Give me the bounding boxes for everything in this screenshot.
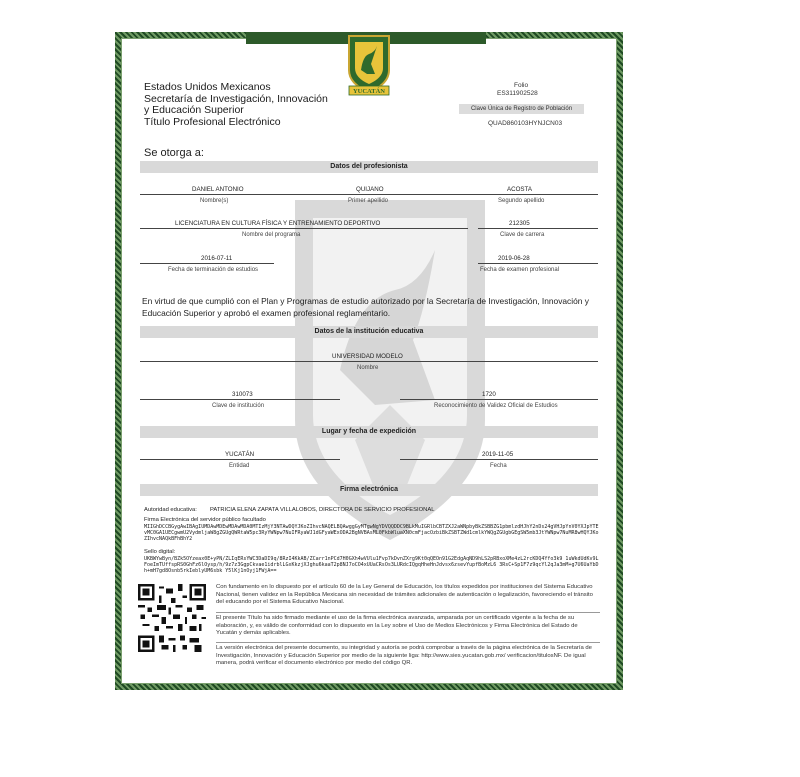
program-caption: Nombre del programa bbox=[242, 232, 301, 238]
divider bbox=[400, 459, 598, 460]
authority-value: PATRICIA ELENA ZAPATA VILLALOBOS, DIRECTORA DE SERVICIO PROFESIONAL bbox=[210, 507, 435, 513]
institution-code-caption: Clave de institución bbox=[212, 403, 265, 409]
institution-code-value: 310073 bbox=[232, 391, 253, 398]
divider bbox=[400, 399, 598, 400]
compliance-paragraph: En virtud de que cumplió con el Plan y Programas de estudio autorizado por la Secretaría de Investigación, Innovación y Educación Superior y aprobó el examen profesional reglamentario. bbox=[142, 296, 589, 318]
legal-paragraph-1: Con fundamento en lo dispuesto por el artículo 60 de la Ley General de Educación, los títulos expedidos por instituciones del Sistema Educativo Nacional, tienen validez en la República Mexicana sin necesidad de trámites adicionales de autenticación o legalización, favoreciendo el tránsito del educando por el Sistema Educativo Nacional. bbox=[216, 584, 593, 605]
signature-chain: MIIGhDCCBGygAwIBAgIUMDAwMDEwMDAwMDA0MTIzMjY3NTAwDQYJKoZIhvcNAQELBQAwggGyMTgwNgYDVQQDDC9BLkMuIGRlbCBTZXJ2aWNpbyBkZSBBZG1pbmlzdHJhY2nDs24gVHJpYnV0YXJpYTEvMC0GA1UECgwmU2VydmljaW8gZGUgQWRtaW5pc3RyYWNpw7NuIFRyaWJ1dGFyaWExODA2BgNVBAsML0FkbWluaXN0cmFjacOzbiBkZSBTZWd1cmlkYWQgZGUgbGEgSW5mb3JtYWNpw7NuMR8wHQYJKoZIhvcNAQkBFhBhY2 bbox=[144, 524, 599, 542]
career-code-caption: Clave de carrera bbox=[500, 232, 545, 238]
legal-paragraph-2: El presente Título ha sido firmado mediante el uso de la firma electrónica avanzada, amparada por un certificado vigente a la fecha de su elaboración, y, es válido de conformidad con lo dispuesto en la Ley sobre el Uso de Medios Electrónicos y Firma Electrónica del Estado de Yucatán y demás aplicables. bbox=[216, 615, 578, 636]
first-name-caption: Nombre(s) bbox=[200, 198, 229, 204]
official-signature-label: Firma Electrónica del servidor público facultado bbox=[144, 517, 266, 523]
career-code-value: 212305 bbox=[509, 220, 530, 227]
first-surname-caption: Primer apellido bbox=[348, 198, 389, 204]
header-line-4: Título Profesional Electrónico bbox=[144, 115, 281, 128]
divider bbox=[216, 612, 600, 613]
state-value: YUCATÁN bbox=[225, 451, 255, 458]
header-line-1: Estados Unidos Mexicanos bbox=[144, 81, 271, 93]
authority-label: Autoridad educativa: bbox=[144, 507, 197, 513]
header-line-2: Secretaría de Investigación, Innovación bbox=[144, 92, 328, 105]
document-header bbox=[144, 82, 328, 128]
rvoe-value: 1720 bbox=[482, 391, 496, 398]
divider bbox=[140, 194, 598, 195]
section-issuance: Lugar y fecha de expedición bbox=[140, 426, 598, 438]
institution-name-value: UNIVERSIDAD MODELO bbox=[332, 353, 403, 360]
issuance-date-caption: Fecha bbox=[490, 463, 507, 469]
divider bbox=[140, 459, 340, 460]
qr-code-icon[interactable] bbox=[138, 584, 206, 652]
divider bbox=[478, 228, 598, 229]
header-line-3: y Educación Superior bbox=[144, 104, 244, 116]
first-name-value: DANIEL ANTONIO bbox=[192, 186, 244, 193]
divider bbox=[140, 228, 468, 229]
digital-seal-value: UKBWYwByn/BZk5OYzeax0E+yPN/ZLIqERsYWC3DaDI9q/8RzI4KkAB/ZCarr1nPCd7H0GXh4wVUlu1Fvp7kDvnZXrg9Kt0qQEOn91G2EdgAqND9hLS2pRBxoXMe4zL2rcKDQ4Yfo3k9 1uWkdUdKv9LFoeImTUffspRS0GhFz6lOysp/h/9z7z3GgpCkvae1idrblLGxKkzjXJghu6kaaT2p8NJ7oCO4xUUaCRsOs3LURdcIQgqHheHnJdvsx6zsevYupfBoMzL6 3RsC+Sp1F7z9qcYl2qJa3mM+g7U6UaYbDh+mH7gd8Osnb5rkIeblyUM6sbk Y5lKj1nOyj1FWjA== bbox=[144, 556, 599, 574]
state-caption: Entidad bbox=[229, 463, 250, 469]
issuance-date-value: 2019-11-05 bbox=[482, 451, 514, 458]
seal-text: YUCATÁN bbox=[352, 88, 386, 95]
section-institution: Datos de la institución educativa bbox=[140, 326, 598, 338]
folio-value: ES311902528 bbox=[497, 90, 538, 97]
divider bbox=[140, 399, 340, 400]
second-surname-caption: Segundo apellido bbox=[498, 198, 545, 204]
divider bbox=[140, 361, 598, 362]
section-signature: Firma electrónica bbox=[140, 484, 598, 496]
first-surname-value: QUIJANO bbox=[356, 186, 384, 193]
completion-date-caption: Fecha de terminación de estudios bbox=[168, 267, 259, 273]
folio-label: Folio bbox=[514, 82, 529, 89]
exam-date-caption: Fecha de examen profesional bbox=[480, 267, 560, 273]
curp-value: QUAD860103HYNJCN03 bbox=[488, 120, 563, 127]
divider bbox=[216, 642, 600, 643]
section-professional: Datos del profesionista bbox=[140, 161, 598, 173]
rvoe-caption: Reconocimiento de Validez Oficial de Estudios bbox=[434, 403, 558, 409]
second-surname-value: ACOSTA bbox=[507, 186, 532, 193]
curp-label: Clave Única de Registro de Población bbox=[459, 104, 584, 114]
granted-to-heading: Se otorga a: bbox=[144, 147, 204, 159]
divider bbox=[140, 263, 274, 264]
completion-date-value: 2016-07-11 bbox=[201, 255, 233, 262]
institution-name-caption: Nombre bbox=[357, 365, 379, 371]
program-value: LICENCIATURA EN CULTURA FÍSICA Y ENTRENAMIENTO DEPORTIVO bbox=[175, 220, 381, 227]
digital-seal-label: Sello digital: bbox=[144, 549, 176, 555]
divider bbox=[478, 263, 598, 264]
legal-paragraph-3: La versión electrónica del presente documento, su integridad y autoría se podrá comprobar a través de la página electrónica de la Secretaría de Investigación, Innovación y Educación Superior por medio de la siguiente liga: http://www.sies.yucatan.gob.mx/ verificacion/titulosNF. De igual manera, podrá verificar el documento electrónico por medio del código QR. bbox=[216, 645, 592, 666]
exam-date-value: 2019-06-28 bbox=[498, 255, 530, 262]
